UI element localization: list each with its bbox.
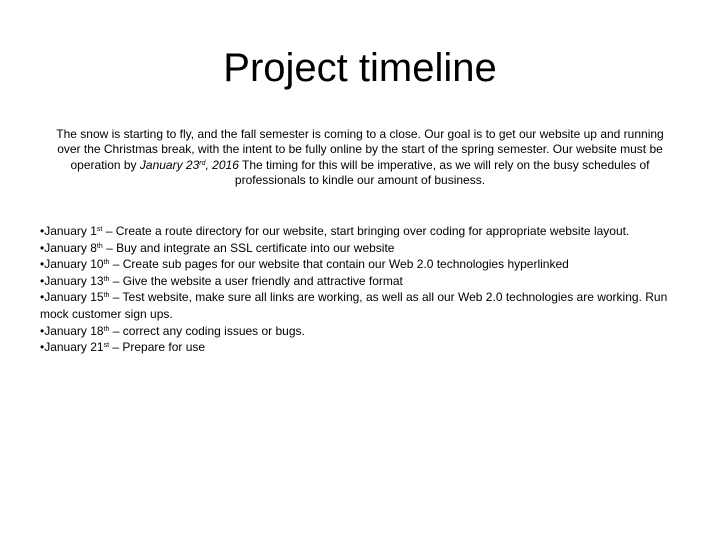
date-suffix: th <box>96 242 103 250</box>
date-suffix: th <box>103 325 110 333</box>
timeline-date: January 15 <box>44 290 104 305</box>
bullet: • <box>40 240 45 255</box>
timeline-date: January 18 <box>44 323 104 338</box>
timeline-task: – Test website, make sure all links are working, as well as all our Web 2.0 technologies are working. Run mock customer sign ups. <box>40 290 668 321</box>
timeline-task: – Prepare for use <box>109 340 206 355</box>
intro-text-after-date: The timing for this will be imperative, as we will rely on the busy schedules of professionals to kindle our amount of business. <box>234 157 650 188</box>
bullet: • <box>40 257 45 272</box>
date-suffix: st <box>96 226 103 233</box>
intro-text-before-date: The snow is starting to fly, and the fall semester is coming to a close. Our goal is to get our website up and running over the Christmas break, with the intent to be fully online by the start of the spring semester. Our website must be operation by <box>56 127 664 172</box>
bullet: • <box>40 290 45 305</box>
timeline-date: January 13 <box>44 273 104 288</box>
intro-deadline-date <box>140 158 239 172</box>
timeline-item <box>40 273 685 290</box>
timeline-item <box>40 323 685 340</box>
timeline-task: – correct any coding issues or bugs. <box>109 323 305 338</box>
timeline-date: January 21 <box>44 340 104 355</box>
intro-date-day: January 23 <box>139 157 200 172</box>
timeline-item <box>40 289 685 322</box>
bullet: • <box>40 273 45 288</box>
timeline-task: – Create a route directory for our website, start bringing over coding for appropriate website layout. <box>102 224 630 238</box>
timeline-date: January 10 <box>44 257 104 272</box>
timeline-item <box>40 256 685 273</box>
timeline-item <box>40 240 685 257</box>
intro-date-year: , 2016 <box>205 157 239 172</box>
date-suffix: th <box>103 275 110 283</box>
timeline-item <box>40 339 685 356</box>
date-suffix: st <box>103 342 110 350</box>
timeline-task: – Give the website a user friendly and attractive format <box>109 273 403 288</box>
timeline-task: – Create sub pages for our website that contain our Web 2.0 technologies hyperlinked <box>109 257 569 272</box>
bullet: • <box>40 224 45 238</box>
date-suffix: th <box>103 259 110 267</box>
slide-title: Project timeline <box>223 46 497 90</box>
intro-date-suffix: rd <box>199 159 206 167</box>
timeline-item <box>40 223 685 240</box>
timeline-date: January 1 <box>44 224 97 238</box>
intro-paragraph <box>50 127 670 189</box>
bullet: • <box>40 323 45 338</box>
date-suffix: th <box>103 292 110 300</box>
bullet: • <box>40 340 45 355</box>
timeline-list <box>40 223 685 356</box>
timeline-task: – Buy and integrate an SSL certificate into our website <box>102 240 395 255</box>
timeline-date: January 8 <box>44 240 97 255</box>
